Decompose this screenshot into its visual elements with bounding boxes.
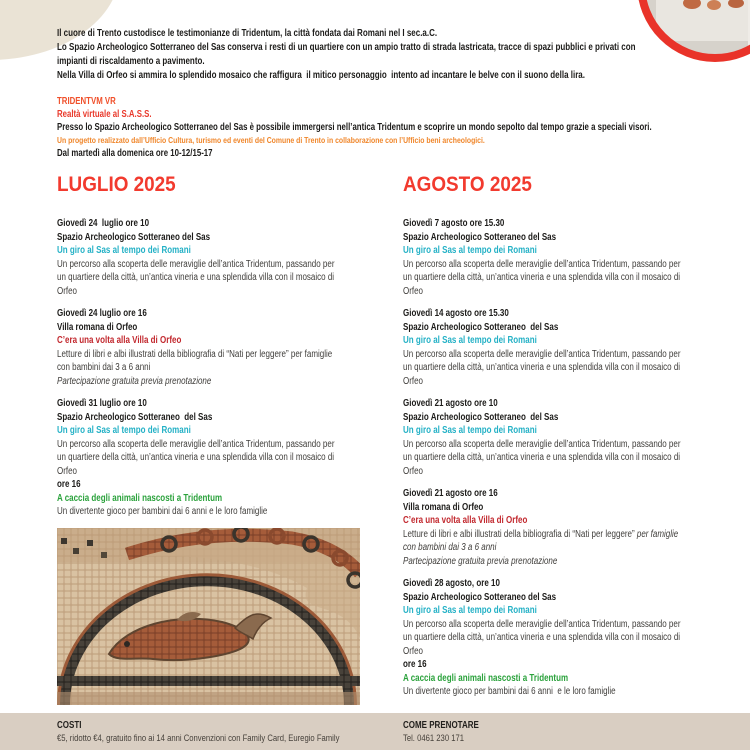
month-title-luglio: LUGLIO 2025	[57, 173, 176, 196]
event-title: Un giro al Sas al tempo dei Romani	[57, 245, 191, 256]
opening-hours: Dal martedì alla domenica ore 10-12/15-17	[57, 148, 213, 159]
event-note: Partecipazione gratuita previa prenotazione	[57, 375, 212, 387]
vr-title: TRIDENTVM VR	[57, 96, 116, 107]
column-agosto	[403, 174, 738, 708]
event-title: A caccia degli animali nascosti a Tridentum	[403, 672, 569, 684]
event-title: Un giro al Sas al tempo dei Romani	[403, 245, 537, 256]
intro-line: impianti di riscaldamento a pavimento.	[57, 56, 205, 67]
event	[57, 397, 387, 519]
museum-visitor-image	[636, 0, 750, 63]
event-time: Giovedì 28 agosto, ore 10	[403, 578, 500, 589]
event-description-line: Orfeo	[57, 465, 78, 477]
costi-title: COSTI	[57, 720, 82, 731]
footer-costi	[57, 719, 410, 750]
event-list-agosto	[403, 217, 738, 699]
month-title-agosto: AGOSTO 2025	[403, 173, 532, 196]
event-list-luglio	[57, 217, 387, 519]
event	[403, 487, 738, 568]
intro-line: Nella Villa di Orfeo si ammira lo splendido mosaico che raffigura il mitico personaggio intento ad incantare le belve con il suono della lira.	[57, 70, 585, 81]
vr-description: Presso lo Spazio Archeologico Sotterraneo del Sas è possibile immergersi nell’antica Tridentum e scoprire un mondo sepolto dal tempo grazie a speciali visori.	[57, 122, 652, 133]
event-time: Giovedì 24 luglio ore 16	[57, 308, 147, 319]
event-place: Spazio Archeologico Sotteraneo del Sas	[403, 591, 557, 603]
event-place: Villa romana di Orfeo	[57, 321, 138, 333]
mosaic-dolphin-image	[57, 528, 360, 705]
event-place: Spazio Archeologico Sotteraneo del Sas	[403, 411, 559, 423]
event-place: Spazio Archeologico Sotteraneo del Sas	[403, 231, 557, 243]
intro-line: Lo Spazio Archeologico Sotterraneo del Sas conserva i resti di un quartiere con un ampio tratto di strada lastricata, tracce di spazi pubblici e privati con	[57, 42, 636, 53]
event-time: ore 16	[57, 479, 81, 490]
intro-line: Il cuore di Trento custodisce le testimonianze di Tridentum, la città fondata dai Romani nel I sec.a.C.	[57, 28, 438, 39]
event-description-line: un quartiere della città, un’antica vineria e una splendida villa con il mosaico di	[57, 272, 335, 283]
event-time: ore 16	[403, 659, 427, 670]
event-description-line: Un percorso alla scoperta delle meraviglie dell’antica Tridentum, passando per	[57, 258, 335, 270]
event-place: Spazio Archeologico Sotteraneo del Sas	[57, 231, 211, 243]
museum-photo-circle	[636, 0, 750, 63]
event	[403, 217, 738, 298]
event-description-line: Orfeo	[57, 285, 78, 297]
event-time: Giovedì 21 agosto ore 10	[403, 398, 498, 409]
event-description-line: Un percorso alla scoperta delle meraviglie dell’antica Tridentum, passando per	[403, 348, 681, 360]
event	[57, 217, 387, 298]
phone-number: Tel. 0461 230 171	[403, 733, 465, 744]
event-title: Un giro al Sas al tempo dei Romani	[403, 605, 537, 616]
event-description-line: un quartiere della città, un’antica vineria e una splendida villa con il mosaico di	[403, 452, 681, 463]
vr-project-credit: Un progetto realizzato dall’Ufficio Cultura, turismo ed eventi del Comune di Trento in collaborazione con l’Ufficio beni archeologici.	[57, 135, 485, 145]
event-description-line: Orfeo	[403, 465, 424, 477]
event-title: C’era una volta alla Villa di Orfeo	[57, 335, 182, 346]
event-description-line: un quartiere della città, un’antica vineria e una splendida villa con il mosaico di	[403, 632, 681, 643]
event-note: Partecipazione gratuita previa prenotazione	[403, 555, 558, 567]
event-title: A caccia degli animali nascosti a Tridentum	[57, 492, 223, 504]
event-description-line: Orfeo	[403, 645, 424, 657]
event	[403, 577, 738, 699]
event-description-line: Orfeo	[403, 375, 424, 387]
event-description-line: Orfeo	[403, 285, 424, 297]
event-time: Giovedì 21 agosto ore 16	[403, 488, 498, 499]
vr-subtitle: Realtà virtuale al S.A.S.S.	[57, 109, 152, 120]
mosaic-photo	[57, 528, 360, 705]
event-description-line: un quartiere della città, un’antica vineria e una splendida villa con il mosaico di	[403, 362, 681, 373]
prenotare-title: COME PRENOTARE	[403, 720, 479, 731]
event-note: con bambini dai 3 a 6 anni	[403, 542, 497, 553]
event-description-line: Un percorso alla scoperta delle meraviglie dell’antica Tridentum, passando per	[57, 438, 335, 450]
event-description-line: Un percorso alla scoperta delle meraviglie dell’antica Tridentum, passando per	[403, 438, 681, 450]
costi-line: €5, ridotto €4, gratuito fino ai 14 anni Convenzioni con Family Card, Euregio Family	[57, 733, 340, 744]
event-description-line: con bambini dai 3 a 6 anni	[57, 362, 151, 373]
footer-band	[0, 713, 750, 750]
event-description-line: Letture di libri e albi illustrati della bibliografia di “Nati per leggere” per famiglie	[403, 528, 679, 540]
event-description-line: Letture di libri e albi illustrati della bibliografia di “Nati per leggere” per famiglie	[57, 348, 333, 360]
event	[403, 307, 738, 388]
event-time: Giovedì 24 luglio ore 10	[57, 218, 150, 229]
event-time: Giovedì 14 agosto ore 15.30	[403, 308, 509, 319]
event-description-line: un quartiere della città, un’antica vineria e una splendida villa con il mosaico di	[57, 452, 335, 463]
event-time: Giovedì 7 agosto ore 15.30	[403, 218, 505, 229]
event-description-line: Un divertente gioco per bambini dai 6 anni e le loro famiglie	[403, 686, 616, 697]
footer-prenotare	[403, 719, 655, 750]
event-title: Un giro al Sas al tempo dei Romani	[57, 425, 191, 436]
event	[57, 307, 387, 388]
event-title: Un giro al Sas al tempo dei Romani	[403, 335, 537, 346]
event-description-line: un quartiere della città, un’antica vineria e una splendida villa con il mosaico di	[403, 272, 681, 283]
event-place: Spazio Archeologico Sotteraneo del Sas	[403, 321, 559, 333]
event-time: Giovedì 31 luglio ore 10	[57, 398, 147, 409]
event-description-line: Un percorso alla scoperta delle meraviglie dell’antica Tridentum, passando per	[403, 258, 681, 270]
event-title: C’era una volta alla Villa di Orfeo	[403, 515, 528, 526]
event-description-line: Un percorso alla scoperta delle meraviglie dell’antica Tridentum, passando per	[403, 618, 681, 630]
event-place: Spazio Archeologico Sotteraneo del Sas	[57, 411, 213, 423]
event	[403, 397, 738, 478]
event-title: Un giro al Sas al tempo dei Romani	[403, 425, 537, 436]
tridentvm-vr-section	[57, 95, 750, 160]
event-description-line: Un divertente gioco per bambini dai 6 anni e le loro famiglie	[57, 506, 268, 517]
column-luglio	[57, 174, 387, 705]
event-place: Villa romana di Orfeo	[403, 501, 484, 513]
